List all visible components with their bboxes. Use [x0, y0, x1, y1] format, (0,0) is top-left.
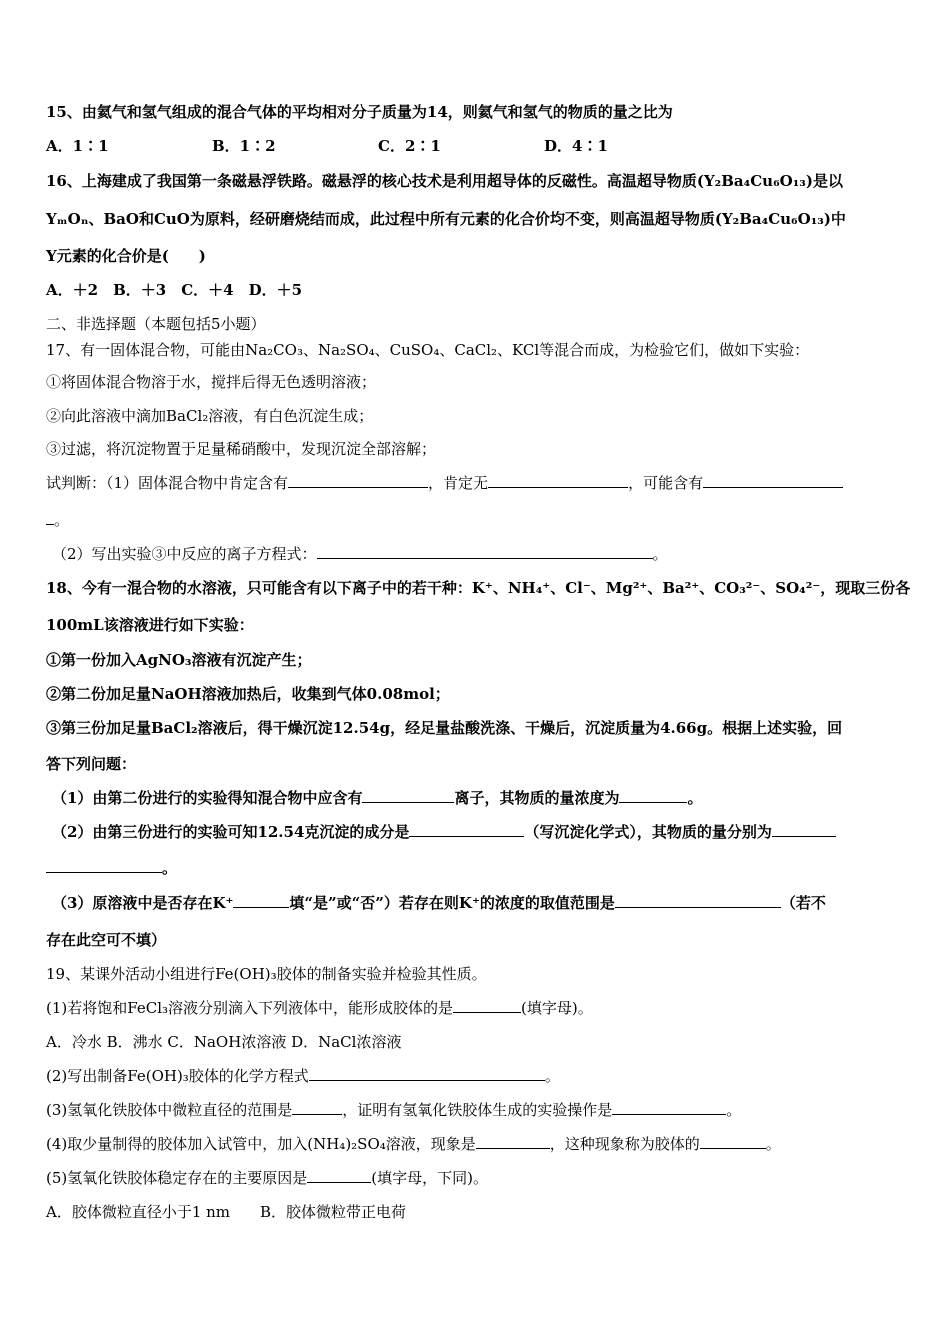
q19-sub1-options: A．冷水 B．沸水 C．NaOH浓溶液 D．NaCl浓溶液	[46, 1033, 402, 1051]
q17-judge-text-a: 试判断：（1）固体混合物中肯定含有	[46, 474, 289, 492]
q17-blank-definite[interactable]	[288, 473, 428, 488]
q17-step-3: ③过滤，将沉淀物置于足量稀硝酸中，发现沉淀全部溶解；	[46, 440, 437, 458]
q17-judge-line	[46, 473, 843, 493]
q17-blank-equation[interactable]	[317, 544, 653, 559]
q17-blank-tail[interactable]	[46, 510, 54, 525]
q18-line-1: 18、今有一混合物的水溶液，只可能含有以下离子中的若干种：K⁺、NH₄⁺、Cl⁻、Mg²⁺、Ba²⁺、CO₃²⁻、SO₄²⁻，现取三份各	[46, 579, 911, 597]
q18-step-3: ③第三份加足量BaCl₂溶液后，得干燥沉淀12.54g，经足量盐酸洗涤、干燥后，沉淀质量为4.66g。根据上述实验，回	[46, 719, 843, 737]
q16-options: A．＋2 B．＋3 C．＋4 D．＋5	[46, 281, 303, 299]
q18-sub3-text-b: 填“是”或“否”）若存在则K⁺的浓度的取值范围是	[289, 894, 615, 912]
q18-sub3-text-a: （3）原溶液中是否存在K⁺	[52, 894, 234, 912]
q15-options	[46, 136, 608, 156]
q19-blank-term[interactable]	[700, 1134, 766, 1149]
q18-line-2: 100mL该溶液进行如下实验：	[46, 616, 254, 634]
q18-blank-concentration[interactable]	[619, 788, 687, 803]
q16-line-1: 16、上海建成了我国第一条磁悬浮铁路。磁悬浮的核心技术是利用超导体的反磁性。高温超导物质(Y₂Ba₄Cu₆O₁₃)是以	[46, 172, 843, 190]
q18-blank-ion[interactable]	[362, 788, 454, 803]
q18-blank-k-range[interactable]	[615, 893, 781, 908]
q18-sub3-line	[52, 893, 826, 913]
q15-option-d: D．4∶1	[544, 137, 608, 155]
q17-blank-absent[interactable]	[488, 473, 628, 488]
q18-sub2-line	[52, 822, 836, 842]
q15-stem: 15、由氦气和氢气组成的混合气体的平均相对分子质量为14，则氦气和氢气的物质的量之比为	[46, 103, 673, 121]
q18-sub1-end: 。	[687, 789, 703, 807]
q19-sub2-end: 。	[544, 1067, 560, 1085]
q15-option-a: A．1∶1	[46, 137, 109, 155]
q19-sub5-line	[46, 1168, 488, 1188]
q19-sub3-text-a: (3)氢氧化铁胶体中微粒直径的范围是	[46, 1101, 293, 1119]
q19-blank-equation[interactable]	[309, 1066, 545, 1081]
q16-line-2: YₘOₙ、BaO和CuO为原料，经研磨烧结而成，此过程中所有元素的化合价均不变，则高温超导物质(Y₂Ba₄Cu₆O₁₃)中	[46, 210, 846, 228]
q17-judge-text-c: ，可能含有	[628, 474, 704, 492]
q19-sub3-text-b: ，证明有氢氧化铁胶体生成的实验操作是	[342, 1101, 613, 1119]
q15-option-c: C．2∶1	[378, 137, 441, 155]
q18-sub1-text-b: 离子，其物质的量浓度为	[454, 789, 620, 807]
q17-step-2: ②向此溶液中滴加BaCl₂溶液，有白色沉淀生成；	[46, 407, 374, 425]
q18-blank-amount-2[interactable]	[46, 858, 162, 873]
q19-stem: 19、某课外活动小组进行Fe(OH)₃胶体的制备实验并检验其性质。	[46, 965, 487, 983]
q18-step-1: ①第一份加入AgNO₃溶液有沉淀产生；	[46, 651, 312, 669]
q19-sub4-text-a: (4)取少量制得的胶体加入试管中，加入(NH₄)₂SO₄溶液，现象是	[46, 1135, 476, 1153]
q18-sub2-text-b: （写沉淀化学式），其物质的量分别为	[524, 823, 772, 841]
q19-blank-colloid[interactable]	[453, 998, 521, 1013]
q19-sub4-line	[46, 1134, 781, 1154]
q17-sub2-text: （2）写出实验③中反应的离子方程式：	[52, 545, 317, 563]
q18-sub3-text-c: （若不	[780, 894, 826, 912]
q18-blank-amount-1[interactable]	[772, 822, 836, 837]
q17-judge-end: 。	[54, 511, 70, 529]
q19-sub3-line	[46, 1100, 741, 1120]
q17-stem: 17、有一固体混合物，可能由Na₂CO₃、Na₂SO₄、CuSO₄、CaCl₂、KCl等混合而成，为检验它们，做如下实验：	[46, 341, 810, 359]
q19-sub5-options: A．胶体微粒直径小于1 nm B．胶体微粒带正电荷	[46, 1203, 407, 1221]
q19-sub2-line	[46, 1066, 560, 1086]
q19-sub1-text-a: (1)若将饱和FeCl₃溶液分别滴入下列液体中，能形成胶体的是	[46, 999, 454, 1017]
q18-sub2-end: 。	[162, 859, 178, 877]
q19-sub5-text-a: (5)氢氧化铁胶体稳定存在的主要原因是	[46, 1169, 308, 1187]
q18-step-2: ②第二份加足量NaOH溶液加热后，收集到气体0.08mol；	[46, 685, 450, 703]
q17-step-1: ①将固体混合物溶于水，搅拌后得无色透明溶液；	[46, 373, 377, 391]
q19-sub5-text-b: (填字母，下同)。	[371, 1169, 488, 1187]
q18-blank-k-exist[interactable]	[233, 893, 289, 908]
q17-judge-continuation	[46, 510, 69, 530]
q19-blank-reason[interactable]	[307, 1168, 371, 1183]
q19-blank-diameter[interactable]	[292, 1100, 342, 1115]
q18-sub1-line	[52, 788, 702, 808]
q18-sub2-continuation	[46, 858, 177, 878]
q18-sub1-text-a: （1）由第二份进行的实验得知混合物中应含有	[52, 789, 363, 807]
q17-blank-possible[interactable]	[703, 473, 843, 488]
q18-step-3b: 答下列问题：	[46, 755, 137, 773]
q19-sub4-text-b: ，这种现象称为胶体的	[549, 1135, 700, 1153]
q19-sub3-end: 。	[726, 1101, 742, 1119]
q17-sub2-end: 。	[652, 545, 668, 563]
q18-sub3-continuation: 存在此空可不填）	[46, 931, 167, 949]
q19-sub2-text: (2)写出制备Fe(OH)₃胶体的化学方程式	[46, 1067, 309, 1085]
q16-line-3: Y元素的化合价是( )	[46, 247, 206, 265]
q19-blank-operation[interactable]	[612, 1100, 726, 1115]
q19-blank-phenomenon[interactable]	[476, 1134, 550, 1149]
q15-option-b: B．1∶2	[212, 137, 276, 155]
q18-blank-precipitate[interactable]	[409, 822, 524, 837]
q17-sub2-line	[52, 544, 668, 564]
q19-sub1-line	[46, 998, 593, 1018]
q18-sub2-text-a: （2）由第三份进行的实验可知12.54克沉淀的成分是	[52, 823, 410, 841]
q19-sub1-text-b: (填字母)。	[521, 999, 593, 1017]
q19-sub4-end: 。	[765, 1135, 781, 1153]
q17-judge-text-b: ，肯定无	[428, 474, 489, 492]
section-heading: 二、非选择题（本题包括5小题）	[46, 315, 266, 333]
